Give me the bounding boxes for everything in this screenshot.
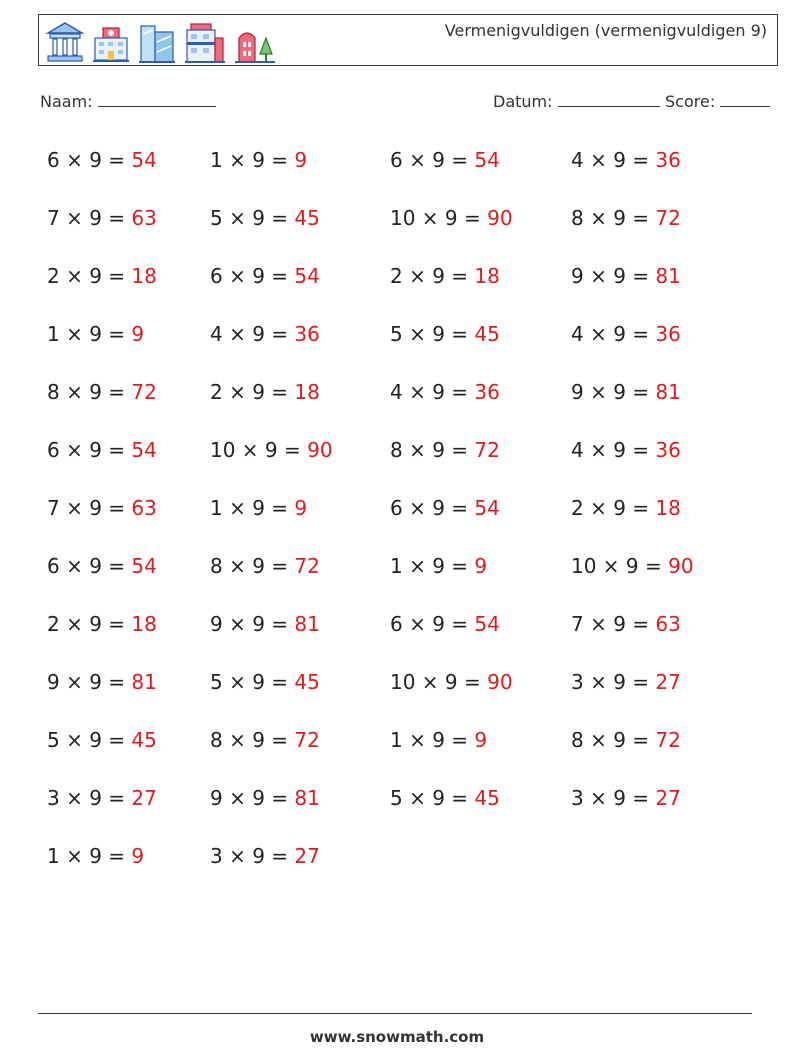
problem-answer: 27	[131, 786, 157, 810]
problem-question: 6 × 9 =	[390, 148, 475, 172]
problem-answer: 27	[655, 786, 681, 810]
problem-answer: 63	[655, 612, 681, 636]
problem-question: 1 × 9 =	[210, 496, 295, 520]
problem-answer: 54	[131, 148, 157, 172]
problem-item	[210, 670, 320, 694]
problem-answer: 81	[131, 670, 157, 694]
problem-item	[390, 612, 500, 636]
problem-question: 3 × 9 =	[210, 844, 295, 868]
problem-question: 4 × 9 =	[390, 380, 475, 404]
museum-icon	[45, 20, 85, 64]
problem-answer: 90	[668, 554, 694, 578]
problem-answer: 9	[474, 554, 488, 578]
problem-answer: 81	[294, 786, 320, 810]
problem-question: 2 × 9 =	[571, 496, 656, 520]
problem-item	[210, 786, 320, 810]
problem-item	[571, 496, 681, 520]
problem-question: 4 × 9 =	[571, 148, 656, 172]
problem-answer: 54	[294, 264, 320, 288]
problem-item	[390, 206, 513, 230]
problem-item	[390, 728, 487, 752]
footer-divider	[38, 1013, 752, 1014]
problem-answer: 90	[487, 206, 513, 230]
problem-question: 4 × 9 =	[571, 438, 656, 462]
problem-answer: 54	[474, 148, 500, 172]
problem-question: 5 × 9 =	[390, 322, 475, 346]
problem-item	[571, 380, 681, 404]
problem-question: 9 × 9 =	[571, 380, 656, 404]
problem-answer: 72	[294, 554, 320, 578]
problem-answer: 45	[131, 728, 157, 752]
problem-answer: 36	[655, 322, 681, 346]
worksheet-title: Vermenigvuldigen (vermenigvuldigen 9)	[444, 21, 767, 40]
problem-answer: 72	[655, 728, 681, 752]
problem-answer: 90	[487, 670, 513, 694]
problem-answer: 90	[307, 438, 333, 462]
problem-answer: 72	[655, 206, 681, 230]
problem-item	[47, 728, 157, 752]
problem-question: 1 × 9 =	[47, 844, 132, 868]
problem-answer: 45	[474, 786, 500, 810]
problem-item	[47, 438, 157, 462]
hospital-icon	[91, 20, 131, 64]
problem-question: 5 × 9 =	[390, 786, 475, 810]
header-icons	[45, 18, 277, 64]
problem-question: 10 × 9 =	[390, 670, 488, 694]
problem-answer: 9	[131, 844, 145, 868]
problem-item	[571, 264, 681, 288]
date-label: Datum:	[493, 92, 553, 111]
problem-item	[210, 264, 320, 288]
problem-question: 9 × 9 =	[210, 786, 295, 810]
problem-answer: 27	[294, 844, 320, 868]
problem-item	[47, 670, 157, 694]
problem-item	[571, 322, 681, 346]
problem-item	[210, 148, 307, 172]
problem-question: 9 × 9 =	[571, 264, 656, 288]
problem-question: 9 × 9 =	[210, 612, 295, 636]
problem-question: 8 × 9 =	[571, 206, 656, 230]
problem-question: 3 × 9 =	[47, 786, 132, 810]
problem-item	[47, 148, 157, 172]
problem-item	[47, 786, 157, 810]
problem-answer: 18	[294, 380, 320, 404]
problem-item	[47, 554, 157, 578]
problem-answer: 18	[655, 496, 681, 520]
problem-answer: 45	[294, 670, 320, 694]
problem-answer: 72	[474, 438, 500, 462]
problem-item	[390, 380, 500, 404]
problem-item	[571, 206, 681, 230]
problem-answer: 81	[294, 612, 320, 636]
score-field	[665, 92, 770, 111]
problem-question: 8 × 9 =	[210, 728, 295, 752]
problem-answer: 36	[294, 322, 320, 346]
problem-question: 5 × 9 =	[210, 670, 295, 694]
problem-item	[571, 554, 694, 578]
problem-question: 2 × 9 =	[47, 264, 132, 288]
problem-item	[47, 206, 157, 230]
problem-question: 8 × 9 =	[571, 728, 656, 752]
problem-question: 6 × 9 =	[47, 554, 132, 578]
problem-item	[47, 380, 157, 404]
problem-item	[571, 728, 681, 752]
problem-item	[210, 844, 320, 868]
problem-item	[571, 148, 681, 172]
score-blank	[720, 92, 770, 107]
problem-question: 2 × 9 =	[210, 380, 295, 404]
score-label: Score:	[665, 92, 716, 111]
problem-question: 3 × 9 =	[571, 786, 656, 810]
problem-question: 8 × 9 =	[47, 380, 132, 404]
problem-item	[47, 612, 157, 636]
problem-item	[390, 264, 500, 288]
problem-question: 10 × 9 =	[390, 206, 488, 230]
problem-question: 6 × 9 =	[47, 438, 132, 462]
problem-answer: 54	[474, 496, 500, 520]
problem-question: 6 × 9 =	[47, 148, 132, 172]
problem-item	[210, 438, 333, 462]
problem-question: 2 × 9 =	[47, 612, 132, 636]
problem-item	[571, 786, 681, 810]
problem-answer: 9	[294, 496, 308, 520]
problem-item	[210, 380, 320, 404]
problem-answer: 18	[131, 612, 157, 636]
glass-building-icon	[137, 20, 177, 64]
problem-question: 1 × 9 =	[47, 322, 132, 346]
problem-question: 6 × 9 =	[390, 612, 475, 636]
problem-answer: 27	[655, 670, 681, 694]
problem-item	[571, 670, 681, 694]
problem-item	[210, 554, 320, 578]
problem-item	[210, 612, 320, 636]
problem-answer: 9	[474, 728, 488, 752]
problem-item	[571, 438, 681, 462]
problem-item	[47, 496, 157, 520]
problem-item	[390, 148, 500, 172]
problem-question: 5 × 9 =	[47, 728, 132, 752]
problem-answer: 18	[131, 264, 157, 288]
problem-question: 4 × 9 =	[210, 322, 295, 346]
problem-question: 7 × 9 =	[571, 612, 656, 636]
apartment-building-icon	[183, 20, 227, 64]
problem-answer: 9	[294, 148, 308, 172]
problem-item	[47, 844, 144, 868]
problem-item	[390, 554, 487, 578]
problem-item	[390, 670, 513, 694]
problem-item	[210, 206, 320, 230]
problem-answer: 63	[131, 206, 157, 230]
footer-url: www.snowmath.com	[309, 1028, 485, 1046]
name-field	[40, 92, 216, 111]
problem-item	[390, 322, 500, 346]
house-with-tree-icon	[233, 20, 277, 64]
worksheet-header	[38, 14, 778, 66]
problem-answer: 36	[655, 148, 681, 172]
problem-answer: 9	[131, 322, 145, 346]
name-label: Naam:	[40, 92, 93, 111]
problem-item	[390, 496, 500, 520]
problem-question: 9 × 9 =	[47, 670, 132, 694]
problem-question: 3 × 9 =	[571, 670, 656, 694]
problem-item	[210, 496, 307, 520]
problem-answer: 54	[474, 612, 500, 636]
problem-answer: 81	[655, 264, 681, 288]
date-blank	[558, 92, 660, 107]
problem-item	[390, 786, 500, 810]
problem-question: 10 × 9 =	[210, 438, 308, 462]
problem-answer: 36	[655, 438, 681, 462]
problem-question: 10 × 9 =	[571, 554, 669, 578]
problem-question: 7 × 9 =	[47, 206, 132, 230]
name-blank	[98, 92, 216, 107]
problem-item	[571, 612, 681, 636]
problem-answer: 45	[474, 322, 500, 346]
problem-answer: 81	[655, 380, 681, 404]
problem-answer: 72	[131, 380, 157, 404]
problem-question: 4 × 9 =	[571, 322, 656, 346]
problem-answer: 18	[474, 264, 500, 288]
problem-answer: 36	[474, 380, 500, 404]
problem-item	[210, 728, 320, 752]
problem-question: 7 × 9 =	[47, 496, 132, 520]
problem-answer: 72	[294, 728, 320, 752]
problem-question: 5 × 9 =	[210, 206, 295, 230]
problem-question: 8 × 9 =	[210, 554, 295, 578]
date-field	[493, 92, 660, 111]
problem-answer: 45	[294, 206, 320, 230]
problem-question: 1 × 9 =	[390, 728, 475, 752]
problem-question: 1 × 9 =	[210, 148, 295, 172]
problem-question: 6 × 9 =	[390, 496, 475, 520]
problem-answer: 54	[131, 554, 157, 578]
problem-item	[47, 322, 144, 346]
problem-item	[210, 322, 320, 346]
problem-question: 8 × 9 =	[390, 438, 475, 462]
problem-item	[390, 438, 500, 462]
problem-question: 6 × 9 =	[210, 264, 295, 288]
problem-answer: 63	[131, 496, 157, 520]
problem-answer: 54	[131, 438, 157, 462]
problem-question: 1 × 9 =	[390, 554, 475, 578]
problem-question: 2 × 9 =	[390, 264, 475, 288]
problem-item	[47, 264, 157, 288]
